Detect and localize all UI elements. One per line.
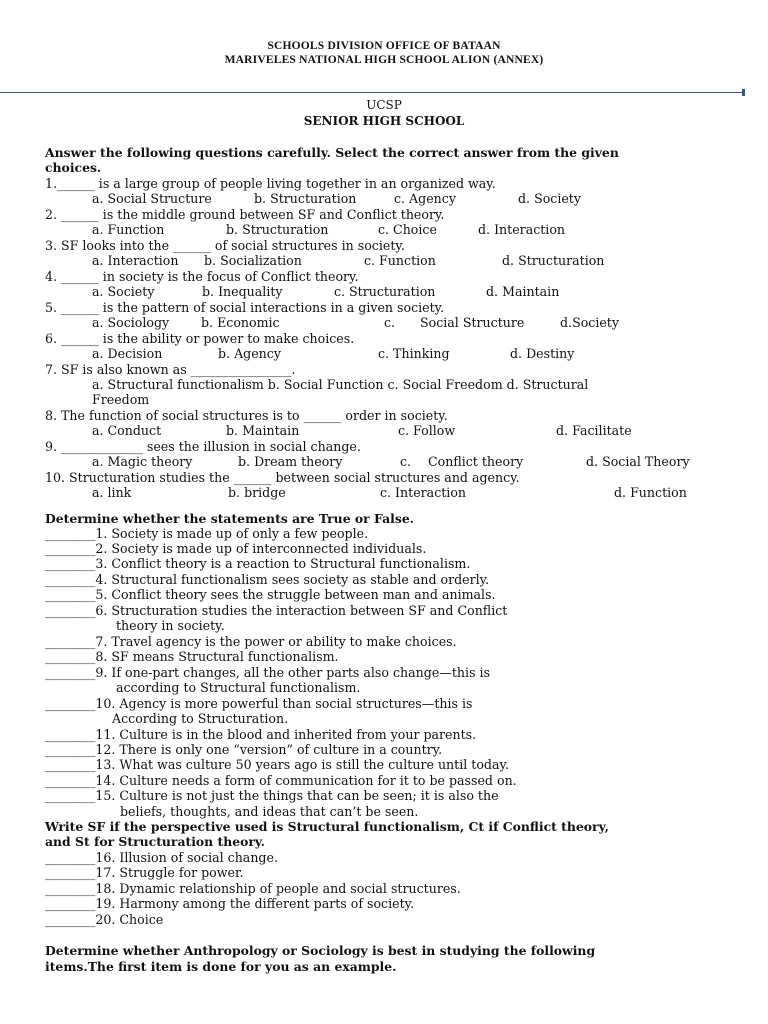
tf-item-9: ________9. If one-part changes, all the other parts also change—this is xyxy=(45,665,491,680)
option: b. Economic xyxy=(201,315,280,330)
part1-instruction-cont: choices. xyxy=(45,160,102,175)
question-7: 7. SF is also known as ________________. xyxy=(45,362,296,377)
option: a. Function xyxy=(92,222,165,237)
tf-item-8: ________8. SF means Structural functionalism. xyxy=(45,649,339,664)
option: c. Choice xyxy=(378,222,437,237)
school-division-header: SCHOOLS DIVISION OFFICE OF BATAAN xyxy=(267,40,501,52)
tf-item-10-cont: According to Structuration. xyxy=(112,711,289,726)
level-title: SENIOR HIGH SCHOOL xyxy=(303,114,465,128)
perspective-item-19: ________19. Harmony among the different parts of society. xyxy=(45,896,415,911)
option: Social Structure xyxy=(420,315,525,330)
option: d. Maintain xyxy=(486,284,560,299)
tf-item-15-cont: beliefs, thoughts, and ideas that can’t be seen. xyxy=(120,804,419,819)
tf-item-13: ________13. What was culture 50 years ago is still the culture until today. xyxy=(45,757,509,772)
part4-instruction-cont: items.The first item is done for you as an example. xyxy=(45,959,397,974)
tf-item-11: ________11. Culture is in the blood and inherited from your parents. xyxy=(45,727,477,742)
header-divider-tip xyxy=(742,89,745,96)
subject-title: UCSP xyxy=(366,98,402,112)
option: a. Conduct xyxy=(92,423,162,438)
option: Conflict theory xyxy=(428,454,524,469)
tf-item-3: ________3. Conflict theory is a reaction to Structural functionalism. xyxy=(45,556,471,571)
option: c. Function xyxy=(364,253,436,268)
option: c. Structuration xyxy=(334,284,436,299)
tf-item-1: ________1. Society is made up of only a few people. xyxy=(45,526,369,541)
option: b. Agency xyxy=(218,346,281,361)
option: d. Function xyxy=(614,485,687,500)
option: c. xyxy=(400,454,412,469)
option: c. Agency xyxy=(394,191,456,206)
question-9: 9. _____________ sees the illusion in social change. xyxy=(45,439,361,454)
question-3: 3. SF looks into the ______ of social structures in society. xyxy=(45,238,405,253)
tf-item-7: ________7. Travel agency is the power or ability to make choices. xyxy=(45,634,457,649)
option: c. Interaction xyxy=(380,485,467,500)
option: b. Maintain xyxy=(226,423,300,438)
perspective-item-20: ________20. Choice xyxy=(45,912,164,927)
question-10: 10. Structuration studies the ______ between social structures and agency. xyxy=(45,470,520,485)
option: b. Structuration xyxy=(254,191,357,206)
option: c. Follow xyxy=(398,423,456,438)
option: a. link xyxy=(92,485,132,500)
option: a. Society xyxy=(92,284,155,299)
tf-item-6: ________6. Structuration studies the interaction between SF and Conflict xyxy=(45,603,508,618)
tf-item-10: ________10. Agency is more powerful than social structures—this is xyxy=(45,696,473,711)
option: b. Structuration xyxy=(226,222,329,237)
part3-instruction: Write SF if the perspective used is Structural functionalism, Ct if Conflict theory, xyxy=(45,819,609,834)
question-6: 6. ______ is the ability or power to make choices. xyxy=(45,331,355,346)
question-7-options-cont: Freedom xyxy=(92,392,150,407)
tf-item-14: ________14. Culture needs a form of communication for it to be passed on. xyxy=(45,773,517,788)
question-2: 2. ______ is the middle ground between SF and Conflict theory. xyxy=(45,207,445,222)
option: d.Society xyxy=(560,315,619,330)
option: d. Interaction xyxy=(478,222,566,237)
question-5: 5. ______ is the pattern of social interactions in a given society. xyxy=(45,300,445,315)
part4-instruction: Determine whether Anthropology or Sociology is best in studying the following xyxy=(45,943,596,958)
tf-item-12: ________12. There is only one “version” of culture in a country. xyxy=(45,742,443,757)
option: b. bridge xyxy=(228,485,286,500)
school-name-header: MARIVELES NATIONAL HIGH SCHOOL ALION (ANNEX) xyxy=(224,54,544,66)
option: a. Interaction xyxy=(92,253,179,268)
option: c. xyxy=(384,315,396,330)
question-1: 1.______ is a large group of people living together in an organized way. xyxy=(45,176,496,191)
option: a. Decision xyxy=(92,346,163,361)
question-7-options: a. Structural functionalism b. Social Function c. Social Freedom d. Structural xyxy=(92,377,589,392)
option: b. Inequality xyxy=(202,284,283,299)
option: b. Dream theory xyxy=(238,454,343,469)
perspective-item-18: ________18. Dynamic relationship of people and social structures. xyxy=(45,881,461,896)
tf-item-9-cont: according to Structural functionalism. xyxy=(116,680,361,695)
part2-instruction: Determine whether the statements are True or False. xyxy=(45,511,415,526)
option: d. Facilitate xyxy=(556,423,632,438)
option: b. Socialization xyxy=(204,253,302,268)
option: d. Destiny xyxy=(510,346,575,361)
question-8: 8. The function of social structures is to ______ order in society. xyxy=(45,408,448,423)
tf-item-5: ________5. Conflict theory sees the struggle between man and animals. xyxy=(45,587,496,602)
option: c. Thinking xyxy=(378,346,450,361)
tf-item-2: ________2. Society is made up of interconnected individuals. xyxy=(45,541,427,556)
option: d. Structuration xyxy=(502,253,605,268)
tf-item-15: ________15. Culture is not just the things that can be seen; it is also the xyxy=(45,788,499,803)
question-4: 4. ______ in society is the focus of Conflict theory. xyxy=(45,269,359,284)
part3-instruction-cont: and St for Structuration theory. xyxy=(45,834,265,849)
tf-item-4: ________4. Structural functionalism sees society as stable and orderly. xyxy=(45,572,490,587)
tf-item-6-cont: theory in society. xyxy=(116,618,225,633)
header-divider xyxy=(0,92,742,93)
option: a. Social Structure xyxy=(92,191,212,206)
option: a. Magic theory xyxy=(92,454,193,469)
option: a. Sociology xyxy=(92,315,170,330)
option: d. Society xyxy=(518,191,581,206)
perspective-item-16: ________16. Illusion of social change. xyxy=(45,850,278,865)
option: d. Social Theory xyxy=(586,454,690,469)
perspective-item-17: ________17. Struggle for power. xyxy=(45,865,244,880)
part1-instruction: Answer the following questions carefully. Select the correct answer from the given xyxy=(45,145,619,160)
